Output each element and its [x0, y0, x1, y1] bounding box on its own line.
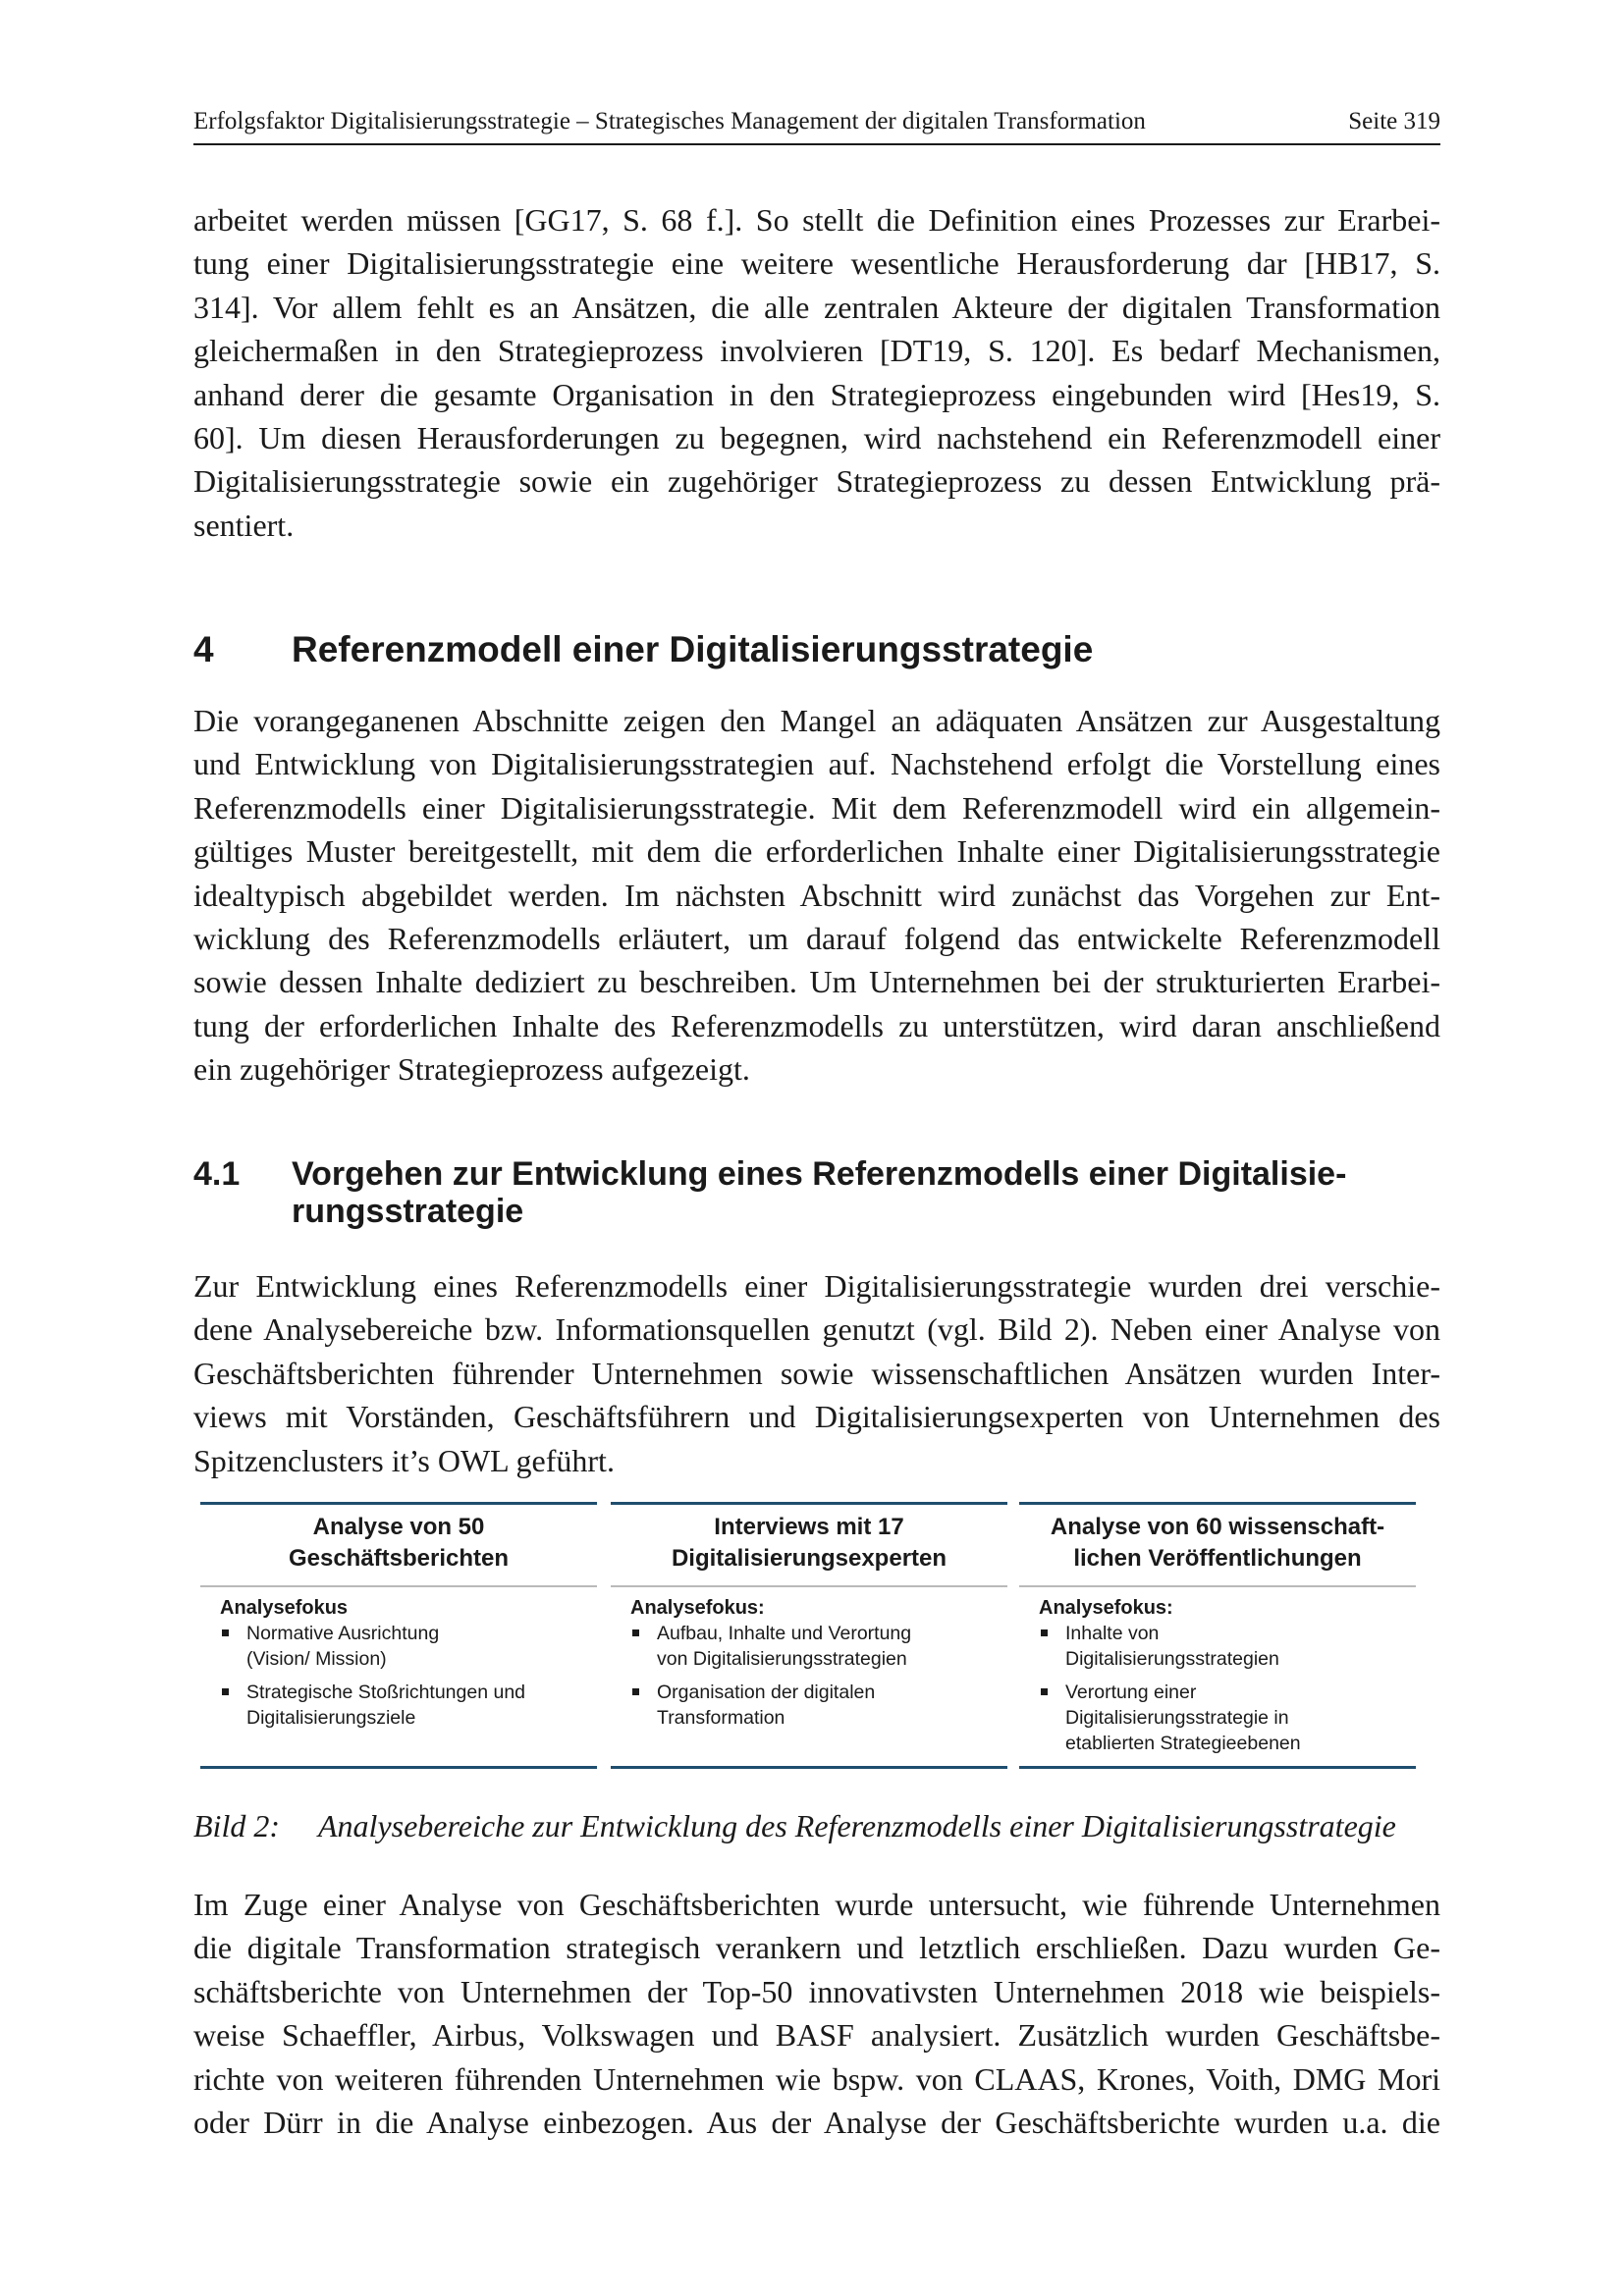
- focus-item: [1039, 1680, 1408, 1756]
- text-line: und Entwicklung von Digitalisierungsstrategien auf. Nachstehend erfolgt die Vorstellung eines: [193, 746, 1440, 782]
- column-bottom-rule: [611, 1766, 1007, 1769]
- figure-column-expert-interviews: [611, 1502, 1007, 1769]
- column-divider: [1019, 1585, 1416, 1587]
- focus-item: [630, 1680, 1000, 1731]
- column-top-rule: [611, 1502, 1007, 1505]
- text-line: anhand derer die gesamte Organisation in den Strategieprozess eingebunden wird [Hes19, S.: [193, 376, 1440, 412]
- figure-column-publications: [1019, 1502, 1416, 1769]
- text-line: views mit Vorständen, Geschäftsführern und Digitalisierungsexperten von Unternehmen des: [193, 1399, 1440, 1435]
- text-line: Im Zuge einer Analyse von Geschäftsberichten wurde untersucht, wie führende Unternehmen: [193, 1887, 1440, 1922]
- square-bullet-icon: [1041, 1629, 1048, 1636]
- focus-label: Analysefokus:: [630, 1597, 765, 1619]
- section-number: 4.1: [193, 1155, 241, 1193]
- text-line: Referenzmodells einer Digitalisierungsstrategie. Mit dem Referenzmodell wird ein allgemein-: [193, 789, 1440, 826]
- column-title-line: Geschäftsberichten: [288, 1545, 510, 1572]
- text-line: schäftsberichte von Unternehmen der Top-50 innovativsten Unternehmen 2018 wie beispiels-: [193, 1973, 1440, 2009]
- column-divider: [200, 1585, 597, 1587]
- square-bullet-icon: [632, 1688, 639, 1695]
- paragraph-annual-reports: [193, 1883, 1440, 2144]
- running-header-title: Erfolgsfaktor Digitalisierungsstrategie – Strategisches Management der digitalen Transformation: [193, 108, 1146, 134]
- column-top-rule: [1019, 1502, 1416, 1505]
- page-number: Seite 319: [1348, 108, 1440, 134]
- text-line: sentiert.: [193, 507, 295, 543]
- column-title-line: Digitalisierungsexperten: [671, 1545, 947, 1572]
- focus-label: Analysefokus: [220, 1597, 349, 1619]
- focus-item: [1039, 1621, 1408, 1672]
- focus-item: [220, 1680, 589, 1731]
- focus-item-line: etablierten Strategieebenen: [1065, 1733, 1301, 1754]
- section-number: 4: [193, 629, 214, 669]
- column-top-rule: [200, 1502, 597, 1505]
- focus-item-line: Transformation: [657, 1707, 785, 1729]
- text-line: oder Dürr in die Analyse einbezogen. Aus der Analyse der Geschäftsberichte wurden u.a. die: [193, 2105, 1440, 2141]
- text-line: ein zugehöriger Strategieprozess aufgezeigt.: [193, 1051, 750, 1088]
- focus-item: [630, 1621, 1000, 1672]
- text-line: gleichermaßen in den Strategieprozess involvieren [DT19, S. 120]. Es bedarf Mechanismen,: [193, 333, 1440, 369]
- text-line: wicklung des Referenzmodells erläutert, um darauf folgend das entwickelte Referenzmodell: [193, 921, 1440, 957]
- figure-column-annual-reports: [200, 1502, 597, 1769]
- column-title: [200, 1512, 597, 1575]
- focus-item-line: (Vision/ Mission): [246, 1648, 387, 1670]
- text-line: weise Schaeffler, Airbus, Volkswagen und BASF analysiert. Zusätzlich wurden Geschäftsbe-: [193, 2017, 1440, 2054]
- focus-item-line: Organisation der digitalen: [657, 1682, 876, 1703]
- text-line: dene Analysebereiche bzw. Informationsquellen genutzt (vgl. Bild 2). Neben einer Analyse von: [193, 1311, 1440, 1348]
- text-line: gültiges Muster bereitgestellt, mit dem die erforderlichen Inhalte einer Digitalisierungsstrategie: [193, 833, 1440, 870]
- section-heading-4: [193, 628, 1440, 671]
- focus-item-line: Strategische Stoßrichtungen und: [246, 1682, 526, 1703]
- text-line: richte von weiteren führenden Unternehmen wie bspw. von CLAAS, Krones, Voith, DMG Mori: [193, 2060, 1440, 2097]
- focus-item-line: Digitalisierungsstrategie in: [1065, 1707, 1289, 1729]
- paragraph-section-4: [193, 699, 1440, 1092]
- column-title-line: Analyse von 60 wissenschaft-: [1050, 1514, 1385, 1540]
- focus-list: [630, 1621, 1000, 1738]
- text-line: Spitzenclusters it’s OWL geführt.: [193, 1442, 615, 1478]
- square-bullet-icon: [222, 1688, 229, 1695]
- text-line: Digitalisierungsstrategie sowie ein zugehöriger Strategieprozess zu dessen Entwicklung prä-: [193, 463, 1440, 500]
- focus-item-line: Normative Ausrichtung: [246, 1623, 440, 1644]
- text-line: Geschäftsberichten führender Unternehmen sowie wissenschaftlichen Ansätzen wurden Inter-: [193, 1355, 1440, 1391]
- column-title-line: lichen Veröffentlichungen: [1073, 1545, 1362, 1572]
- focus-list: [220, 1621, 589, 1738]
- caption-label: Bild 2:: [193, 1808, 280, 1843]
- focus-item: [220, 1621, 589, 1672]
- section-title: Referenzmodell einer Digitalisierungsstrategie: [292, 629, 1094, 669]
- focus-item-line: Digitalisierungsstrategien: [1065, 1648, 1279, 1670]
- text-line: idealtypisch abgebildet werden. Im nächsten Abschnitt wird zunächst das Vorgehen zur Ent-: [193, 877, 1440, 913]
- section-title-line-2: rungsstrategie: [292, 1193, 524, 1230]
- focus-label: Analysefokus:: [1039, 1597, 1173, 1619]
- focus-item-line: von Digitalisierungsstrategien: [657, 1648, 907, 1670]
- focus-list: [1039, 1621, 1408, 1764]
- focus-item-line: Inhalte von: [1065, 1623, 1160, 1644]
- text-line: Die vorangeganenen Abschnitte zeigen den Mangel an adäquaten Ansätzen zur Ausgestaltung: [193, 703, 1440, 738]
- text-line: die digitale Transformation strategisch verankern und letztlich erschließen. Dazu wurden Ge-: [193, 1930, 1440, 1966]
- paragraph-section-4-1: [193, 1264, 1440, 1482]
- square-bullet-icon: [632, 1629, 639, 1636]
- figure-caption: [193, 1806, 1440, 1845]
- text-line: tung einer Digitalisierungsstrategie eine weitere wesentliche Herausforderung dar [HB17, S.: [193, 245, 1440, 282]
- column-divider: [611, 1585, 1007, 1587]
- section-title-line-1: Vorgehen zur Entwicklung eines Referenzmodells einer Digitalisie-: [292, 1155, 1347, 1193]
- focus-item-line: Verortung einer: [1065, 1682, 1197, 1703]
- caption-text: Analysebereiche zur Entwicklung des Referenzmodells einer Digitalisierungsstrategie: [318, 1808, 1396, 1843]
- column-title: [611, 1512, 1007, 1575]
- running-header: [193, 108, 1440, 145]
- text-line: 314]. Vor allem fehlt es an Ansätzen, die alle zentralen Akteure der digitalen Transformation: [193, 289, 1440, 325]
- column-title-line: Interviews mit 17: [714, 1514, 904, 1540]
- focus-item-line: Digitalisierungsziele: [246, 1707, 416, 1729]
- focus-item-line: Aufbau, Inhalte und Verortung: [657, 1623, 912, 1644]
- paragraph-intro: [193, 198, 1440, 547]
- column-bottom-rule: [1019, 1766, 1416, 1769]
- text-line: Zur Entwicklung eines Referenzmodells einer Digitalisierungsstrategie wurden drei verschie-: [193, 1268, 1440, 1304]
- column-title: [1019, 1512, 1416, 1575]
- column-title-line: Analyse von 50: [312, 1514, 485, 1540]
- text-line: sowie dessen Inhalte dediziert zu beschreiben. Um Unternehmen bei der strukturierten Erarbei-: [193, 964, 1440, 1000]
- section-heading-4-1: [193, 1155, 1440, 1234]
- column-bottom-rule: [200, 1766, 597, 1769]
- text-line: tung der erforderlichen Inhalte des Referenzmodells zu unterstützen, wird daran anschließend: [193, 1007, 1440, 1043]
- square-bullet-icon: [1041, 1688, 1048, 1695]
- text-line: arbeitet werden müssen [GG17, S. 68 f.]. So stellt die Definition eines Prozesses zur Erarbei-: [193, 202, 1440, 238]
- text-line: 60]. Um diesen Herausforderungen zu begegnen, wird nachstehend ein Referenzmodell einer: [193, 420, 1440, 456]
- square-bullet-icon: [222, 1629, 229, 1636]
